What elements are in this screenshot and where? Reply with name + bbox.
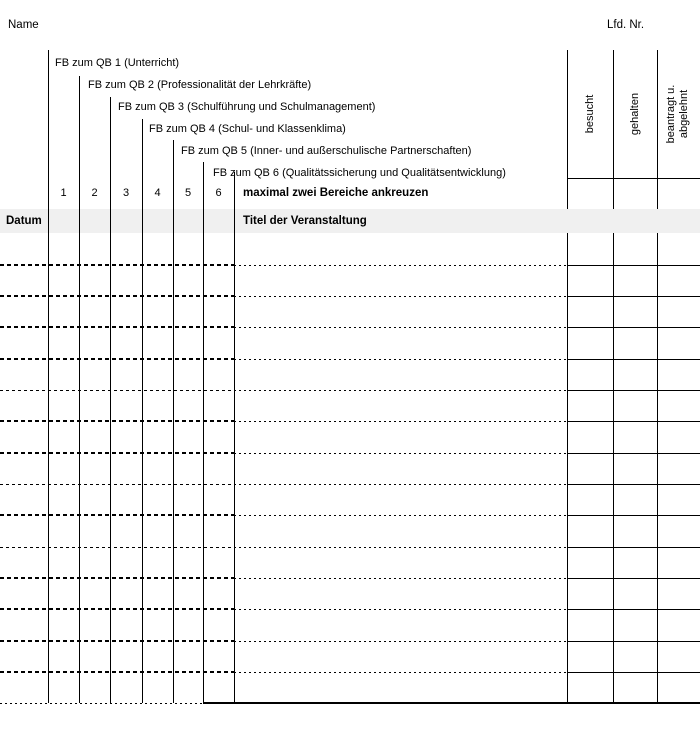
row-separator-title: [234, 547, 567, 548]
row-separator-title: [234, 327, 567, 328]
qb6-label: FB zum QB 6 (Qualitätssicherung und Qualitätsentwicklung): [213, 167, 506, 179]
row-separator-left: [0, 577, 234, 579]
row-separator-title: [234, 609, 567, 610]
row-separator-title: [234, 484, 567, 485]
row-separator-status: [567, 515, 700, 516]
table-row: [0, 390, 700, 421]
row-separator-left: [0, 640, 234, 642]
row-separator-status: [567, 390, 700, 391]
qb5-label: FB zum QB 5 (Inner- und außerschulische Partnerschaften): [181, 145, 472, 157]
row-separator-title: [234, 672, 567, 673]
row-separator-left: [0, 326, 234, 328]
name-label: Name: [8, 19, 39, 31]
table-row: [0, 421, 700, 452]
column-divider: [203, 162, 204, 703]
table-row: [0, 515, 700, 546]
row-separator-title: [234, 390, 567, 391]
status-column-label-line1: beantragt u.: [665, 84, 677, 144]
row-separator-left: [0, 264, 234, 266]
column-divider: [657, 50, 658, 703]
row-separator-status: [567, 453, 700, 454]
column-divider: [142, 119, 143, 703]
status-column-label: besucht: [583, 94, 596, 134]
row-separator-title: [234, 359, 567, 360]
status-column-header-besucht: [570, 52, 610, 176]
row-separator-left: [0, 671, 234, 673]
qb1-label: FB zum QB 1 (Unterricht): [55, 57, 180, 69]
row-separator-status: [567, 296, 700, 297]
row-separator-left: [0, 484, 234, 485]
row-separator-status: [567, 327, 700, 328]
status-column-label-line2: abgelehnt: [678, 89, 690, 139]
row-separator-left: [0, 390, 234, 391]
row-separator-status: [567, 578, 700, 579]
row-separator-status: [567, 421, 700, 422]
column-divider: [613, 50, 614, 703]
qb6-number-cell: 6: [215, 187, 222, 199]
row-separator-title: [234, 515, 567, 516]
status-column-header-beantragt-abgelehnt: [663, 52, 693, 176]
row-separator-left: [0, 295, 234, 297]
table-row: [0, 609, 700, 640]
table-bottom-border-solid: [203, 702, 700, 704]
table-bottom-border-dashed: [0, 703, 203, 704]
column-divider: [48, 50, 49, 703]
row-separator-status: [567, 265, 700, 266]
row-separator-left: [0, 452, 234, 454]
row-separator-title: [234, 421, 567, 422]
qb5-number-cell: 5: [184, 187, 192, 199]
table-row: [0, 265, 700, 296]
qb4-number-cell: 4: [154, 187, 161, 199]
column-divider: [567, 50, 568, 703]
row-separator-status: [567, 641, 700, 642]
row-separator-status: [567, 672, 700, 673]
lfd-nr-label: Lfd. Nr.: [607, 19, 645, 31]
row-separator-title: [234, 296, 567, 297]
qb3-number-cell: 3: [122, 187, 130, 199]
status-column-header-gehalten: [615, 52, 655, 176]
table-row: [0, 547, 700, 578]
table-row: [0, 578, 700, 609]
qb1-number-cell: 1: [60, 187, 67, 199]
table-row: [0, 484, 700, 515]
table-row: [0, 453, 700, 484]
table-row: [0, 296, 700, 327]
row-separator-left: [0, 547, 234, 548]
qb4-label: FB zum QB 4 (Schul- und Klassenklima): [149, 123, 346, 135]
titel-column-header: Titel der Veranstaltung: [243, 215, 367, 227]
row-separator-left: [0, 358, 234, 360]
row-separator-left: [0, 420, 234, 422]
row-separator-title: [234, 265, 567, 266]
row-separator-left: [0, 608, 234, 610]
row-separator-title: [234, 641, 567, 642]
row-separator-status: [567, 547, 700, 548]
table-row: [0, 327, 700, 358]
qb3-label: FB zum QB 3 (Schulführung und Schulmanagement): [118, 101, 376, 113]
qb2-number-cell: 2: [91, 187, 98, 199]
datum-column-header: Datum: [6, 215, 42, 227]
row-separator-status: [567, 484, 700, 485]
column-divider: [234, 172, 235, 703]
row-separator-status: [567, 359, 700, 360]
qb2-label: FB zum QB 2 (Professionalität der Lehrkräfte): [88, 79, 312, 91]
row-separator-status: [567, 609, 700, 610]
table-row: [0, 641, 700, 672]
max-two-areas-instruction: maximal zwei Bereiche ankreuzen: [243, 187, 429, 199]
row-separator-left: [0, 514, 234, 516]
row-separator-title: [234, 578, 567, 579]
table-row: [0, 672, 700, 703]
table-row: [0, 359, 700, 390]
row-separator-title: [234, 453, 567, 454]
table-row: [0, 233, 700, 264]
status-header-underline: [567, 178, 700, 179]
status-column-label: gehalten: [628, 92, 641, 136]
column-divider: [173, 140, 174, 703]
column-divider: [79, 76, 80, 703]
